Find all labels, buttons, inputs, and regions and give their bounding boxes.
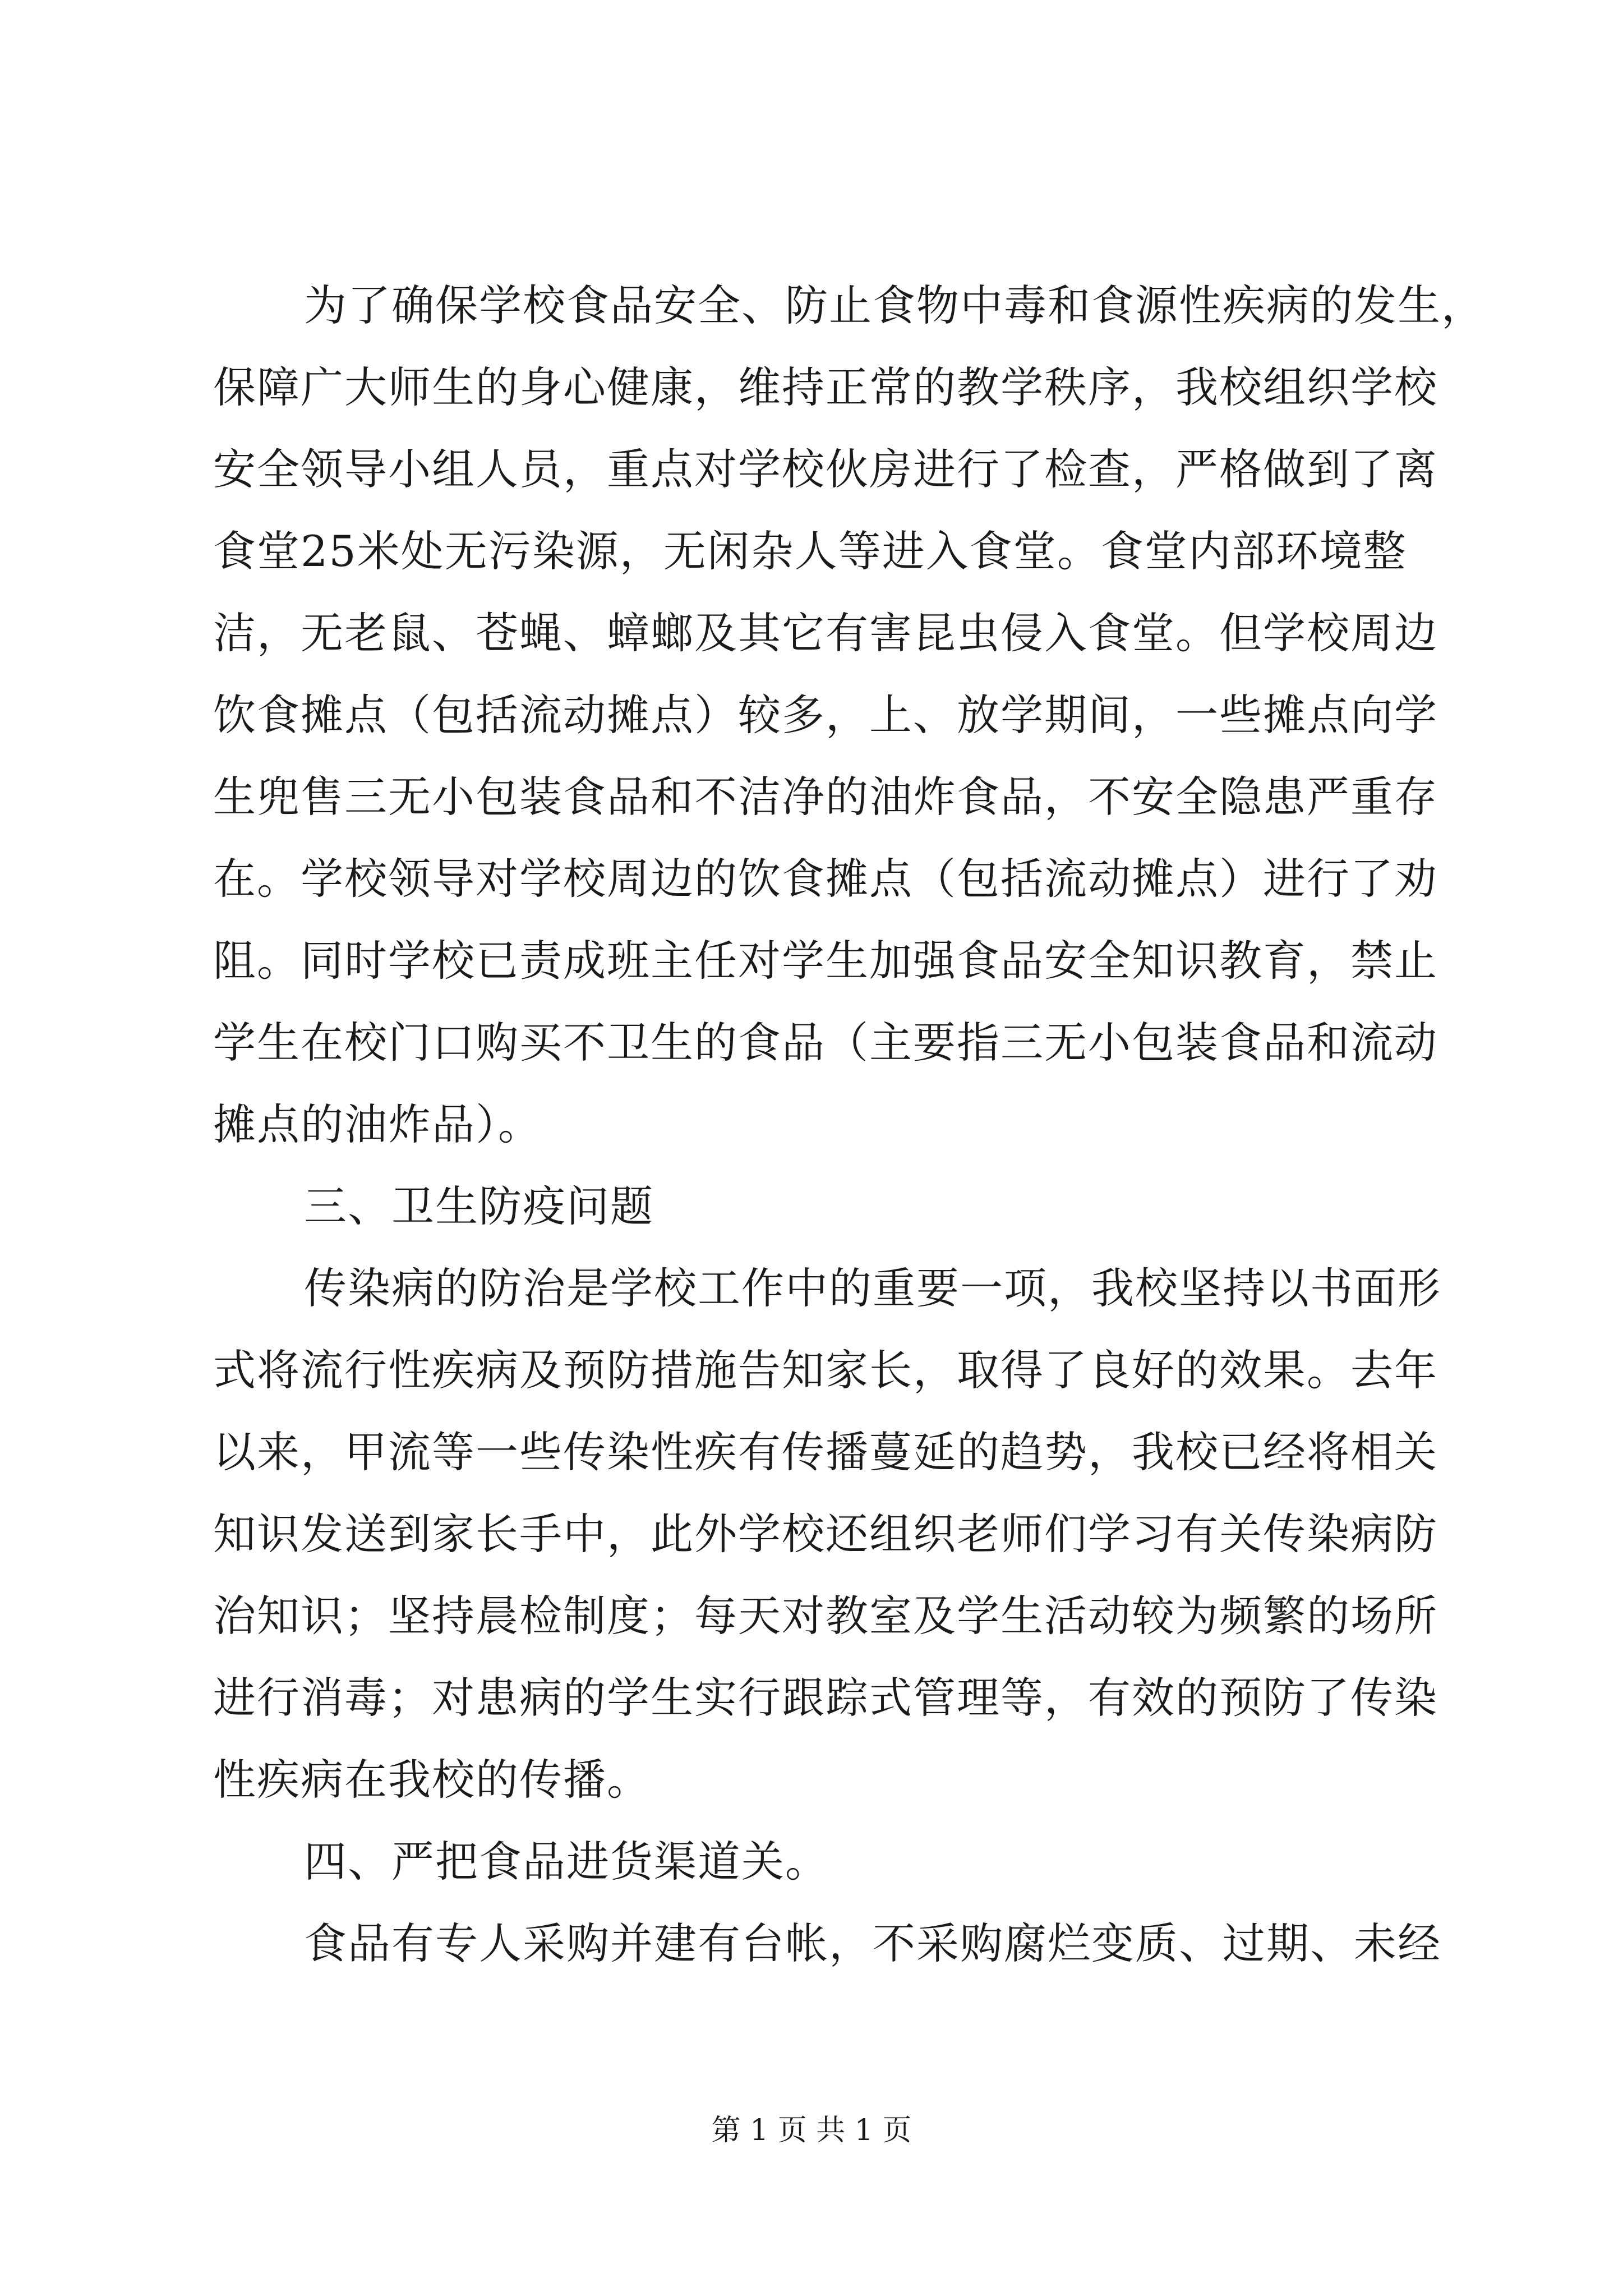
text-line: 以来，甲流等一些传染性疾有传播蔓延的趋势，我校已经将相关 [213,1427,1438,1477]
text-line: 进行消毒；对患病的学生实行跟踪式管理等，有效的预防了传染 [213,1673,1438,1723]
text-line: 为了确保学校食品安全、防止食物中毒和食源性疾病的发生， [304,280,1485,330]
text-line: 保障广大师生的身心健康，维持正常的教学秩序，我校组织学校 [213,362,1438,412]
text-line: 食品有专人采购并建有台帐，不采购腐烂变质、过期、未经 [304,1918,1441,1968]
text-line: 食堂25米处无污染源，无闲杂人等进入食堂。食堂内部环境整 [213,526,1407,576]
section-heading: 四、严把食品进货渠道关。 [304,1837,829,1887]
text-line: 传染病的防治是学校工作中的重要一项，我校坚持以书面形 [304,1263,1441,1313]
text-line: 治知识；坚持晨检制度；每天对教室及学生活动较为频繁的场所 [213,1591,1438,1641]
text-line: 摊点的油炸品）。 [213,1099,542,1149]
text-line: 安全领导小组人员，重点对学校伙房进行了检查，严格做到了离 [213,444,1438,494]
text-line: 生兜售三无小包装食品和不洁净的油炸食品，不安全隐患严重存 [213,772,1438,822]
text-line: 性疾病在我校的传播。 [213,1755,651,1805]
text-line: 饮食摊点（包括流动摊点）较多，上、放学期间，一些摊点向学 [213,690,1438,740]
text-line: 阻。同时学校已责成班主任对学生加强食品安全知识教育，禁止 [213,936,1438,986]
document-body [213,265,1485,1985]
text-line: 式将流行性疾病及预防措施告知家长，取得了良好的效果。去年 [213,1345,1438,1395]
section-heading: 三、卫生防疫问题 [304,1181,654,1231]
text-line: 洁，无老鼠、苍蝇、蟑螂及其它有害昆虫侵入食堂。但学校周边 [213,608,1438,658]
text-line: 在。学校领导对学校周边的饮食摊点（包括流动摊点）进行了劝 [213,854,1438,904]
text-line: 学生在校门口购买不卫生的食品（主要指三无小包装食品和流动 [213,1018,1438,1068]
text-line: 知识发送到家长手中，此外学校还组织老师们学习有关传染病防 [213,1509,1438,1559]
page-number-footer: 第 1 页 共 1 页 [711,2114,912,2147]
